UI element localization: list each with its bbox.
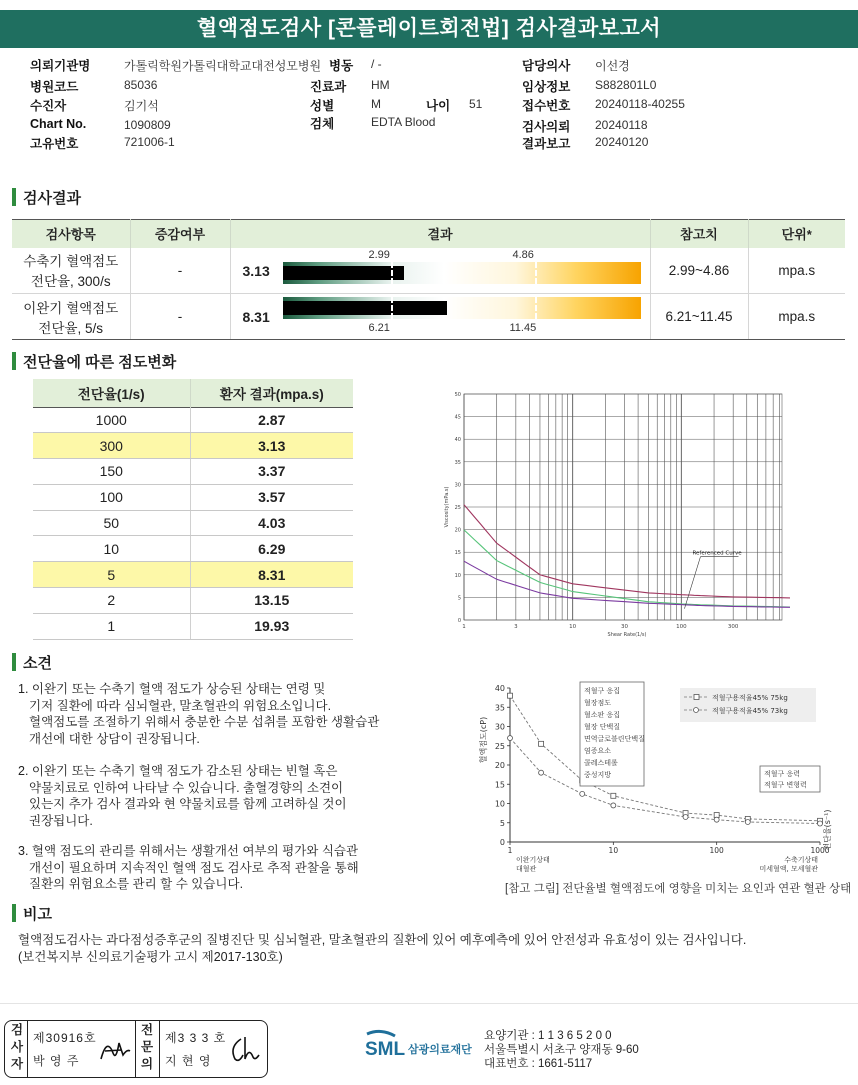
y-tick-label: 20 (454, 527, 461, 534)
x-tick-label: 3 (514, 624, 518, 630)
x-tick-label: 30 (621, 624, 629, 630)
figure-point (611, 793, 616, 798)
shear-table (33, 379, 353, 640)
finding-line: 개선이 필요하며 지속적인 혈액 점도 검사로 추적 관찰을 통해 (29, 860, 359, 875)
info-label: 진료과 (310, 80, 347, 94)
remark-line: (보건복지부 신의료기술평가 고시 제2017-130호) (18, 950, 283, 964)
factor-label: 혈소판 응집 (584, 711, 621, 719)
info-value: 20240120 (595, 135, 649, 149)
y-tick-label: 10 (494, 799, 505, 809)
remarks-heading-text: 비고 (23, 905, 52, 923)
shear-rate-cell: 10 (33, 536, 190, 562)
x-annotation: 수축기상태 (784, 856, 818, 864)
finding-line: 질환의 위험요소를 관리 할 수 있습니다. (29, 877, 244, 891)
info-value: 20240118 (595, 118, 648, 132)
test-item-line: 수축기 혈액점도 (23, 254, 119, 270)
x-annotation: 미세혈액, 모세혈관 (759, 865, 818, 873)
deformation-label: 적혈구 변형력 (764, 781, 807, 789)
shear-rate-cell: 1 (33, 613, 190, 639)
referenced-curve-label: Referenced Curve (692, 550, 742, 557)
info-value: 김기석 (124, 99, 159, 113)
info-label: 수진자 (30, 99, 67, 113)
finding-1 (18, 681, 379, 747)
info-value: EDTA Blood (371, 115, 436, 129)
y-tick-label: 0 (499, 838, 505, 847)
info-label: Chart No. (30, 117, 87, 131)
factor-label: 혈장점도 (584, 699, 612, 707)
finding-line: 혈액점도를 조절하기 위해서 충분한 수분 섭취를 포함한 생활습관 (29, 715, 380, 729)
figure-point (539, 770, 544, 775)
remarks-heading (12, 903, 52, 923)
reviewer-license: 제3 3 3 호 (165, 1031, 227, 1045)
info-value: 1090809 (124, 118, 171, 132)
shear-rate-cell: 300 (33, 433, 190, 459)
finding-line: 개선에 대한 상담이 권장됩니다. (29, 731, 200, 746)
result-gauge (283, 262, 641, 284)
y-tick-label: 20 (494, 761, 505, 770)
change-cell: - (130, 248, 230, 294)
finding-line: 2. 이완기 또는 수축기 혈액 점도가 감소된 상태는 빈혈 혹은 (18, 764, 338, 778)
sml-logo (363, 1030, 483, 1064)
x-tick-label: 10 (569, 624, 577, 630)
results-header-item: 검사항목 (12, 220, 130, 248)
factor-label: 콜레스테롤 (584, 759, 618, 767)
y-axis-label: Viscosity(mPa.s) (444, 486, 450, 528)
info-label: 고유번호 (30, 137, 79, 151)
figure-point (714, 817, 719, 822)
examiner-label: 검 사 자 (10, 1023, 24, 1071)
y-tick-label: 0 (457, 618, 461, 624)
info-label: 검체 (310, 117, 335, 131)
shear-rate-cell: 100 (33, 484, 190, 510)
examiner-signature-image (97, 1031, 133, 1067)
table-row (12, 248, 845, 294)
examiner-license: 제30916호 (33, 1031, 97, 1045)
y-tick-label: 25 (494, 741, 505, 751)
ref-high-tick: 11.45 (509, 322, 537, 334)
legend-marker (694, 695, 699, 700)
patient-result-cell: 3.57 (190, 484, 353, 510)
x-annotation: 대혈관 (516, 865, 537, 873)
contact-info (484, 1029, 639, 1071)
figure-point (683, 814, 688, 819)
factor-label: 염증요소 (584, 747, 612, 755)
info-label: 임상정보 (522, 80, 571, 94)
finding-line: 기저 질환에 따라 심뇌혈관, 말초혈관의 위험요소입니다. (29, 698, 332, 713)
finding-line: 있는지 추가 검사 결과와 현 약물치료를 함께 고려하실 것이 (29, 797, 347, 811)
ref-low-marker (391, 297, 393, 319)
findings-heading (12, 652, 52, 672)
x-tick-label: 100 (709, 846, 724, 855)
y-tick-label: 35 (454, 459, 461, 466)
figure-point (508, 736, 513, 741)
info-label: 병동 (329, 59, 354, 73)
results-heading (12, 187, 81, 207)
info-label: 담당의사 (522, 59, 571, 73)
patient-result-cell: 19.93 (190, 613, 353, 639)
legend-label: 적혈구용적율45% 73kg (712, 707, 788, 715)
info-label: 결과보고 (522, 137, 571, 151)
report-title: 혈액점도검사 [콘플레이트회전법] 검사결과보고서 (0, 10, 858, 48)
figure-point (580, 791, 585, 796)
test-item (12, 294, 130, 340)
results-header-change: 증감여부 (130, 220, 230, 248)
ref-high-tick: 4.86 (512, 248, 534, 261)
ref-low-tick: 2.99 (368, 248, 390, 261)
results-heading-text: 검사결과 (23, 189, 81, 207)
table-row (33, 510, 353, 536)
figure-point (745, 819, 750, 824)
test-item-line: 전단율, 5/s (38, 320, 104, 336)
patient-result-cell: 13.15 (190, 588, 353, 614)
info-value: M (371, 97, 381, 111)
examiner-name: 박 영 주 (33, 1054, 80, 1068)
x-tick-label: 1 (507, 846, 513, 855)
patient-result-cell: 3.37 (190, 459, 353, 485)
factor-label: 적혈구 응집 (584, 687, 621, 695)
ref-low-tick: 6.21 (368, 322, 390, 334)
legend-marker (694, 708, 699, 713)
info-value: 721006-1 (124, 135, 175, 149)
result-cell (230, 248, 650, 294)
info-value: HM (371, 78, 390, 92)
figure-point (611, 803, 616, 808)
info-label: 병원코드 (30, 80, 79, 94)
reviewer-name: 지 현 영 (165, 1054, 212, 1068)
patient-info (0, 52, 858, 162)
results-header-unit: 단위* (748, 220, 845, 248)
x-tick-label: 100 (676, 624, 687, 630)
result-gauge-fill (283, 301, 448, 315)
figure-caption: [참고 그림] 전단율별 혈액점도에 영향을 미치는 요인과 연관 혈관 상태 (505, 883, 852, 895)
ref-high-marker (535, 262, 537, 284)
results-table (12, 219, 845, 340)
shear-rate-cell: 150 (33, 459, 190, 485)
reference-cell: 6.21~11.45 (650, 294, 748, 340)
shear-heading-text: 전단율에 따른 점도변화 (23, 353, 177, 371)
y-tick-label: 30 (454, 482, 461, 489)
y-tick-label: 15 (494, 780, 505, 790)
section-marker (12, 904, 16, 922)
y-tick-label: 5 (499, 818, 505, 828)
finding-line: 3. 혈액 점도의 관리를 위해서는 생활개선 여부의 평가와 식습관 (18, 844, 359, 858)
patient-result-cell: 6.29 (190, 536, 353, 562)
test-item-line: 전단율, 300/s (30, 274, 111, 290)
result-value: 8.31 (242, 309, 270, 325)
legend-label: 적혈구용적율45% 75kg (712, 694, 788, 702)
results-header-result: 결과 (230, 220, 650, 248)
reference-figure-chart (480, 680, 835, 880)
x-tick-label: 1000 (810, 846, 830, 855)
unit-cell: mpa.s (748, 248, 845, 294)
signature-box (4, 1020, 268, 1078)
info-label: 의뢰기관명 (30, 59, 91, 73)
patient-result-cell: 2.87 (190, 407, 353, 433)
shear-header-rate: 전단율(1/s) (33, 379, 190, 407)
info-value: 85036 (124, 78, 158, 92)
shear-rate-cell: 50 (33, 510, 190, 536)
x-tick-label: 300 (727, 624, 739, 630)
info-value: 20240118-40255 (595, 97, 685, 111)
y-tick-label: 5 (457, 595, 461, 602)
figure-point (818, 821, 823, 826)
y-tick-label: 50 (454, 392, 461, 398)
factor-label: 면역글로블린단백질 (584, 735, 645, 743)
footer-divider (0, 1003, 858, 1004)
info-value: 가톨릭학원가톨릭대학교대전성모병원 (124, 59, 322, 73)
divider (135, 1021, 136, 1077)
results-header-reference: 참고치 (650, 220, 748, 248)
reviewer-label: 전 문 의 (140, 1023, 154, 1071)
info-value: 51 (469, 97, 483, 111)
y-axis-label-left: 혈액점도(cP) (479, 716, 488, 764)
divider (159, 1021, 160, 1077)
factor-label: 혈장 단백질 (584, 723, 621, 731)
x-tick-label: 10 (608, 846, 619, 855)
x-tick-label: 1 (462, 624, 466, 630)
table-row (33, 562, 353, 588)
finding-line: 권장됩니다. (29, 813, 93, 828)
deformation-label: 적혈구 응력 (764, 770, 801, 778)
table-row (33, 407, 353, 433)
x-annotation: 이완기상태 (516, 856, 550, 864)
patient-result-cell: 8.31 (190, 562, 353, 588)
info-value: 이선경 (595, 59, 630, 73)
ref-low-marker (391, 262, 393, 284)
change-cell: - (130, 294, 230, 340)
patient-result-cell: 4.03 (190, 510, 353, 536)
info-value: S882801L0 (595, 78, 657, 92)
finding-line: 약물치료로 인하여 나타날 수 있습니다. 출혈경향의 소견이 (29, 780, 344, 795)
logo-text: SML (365, 1039, 406, 1060)
table-row (33, 613, 353, 639)
table-row (33, 459, 353, 485)
contact-phone: 대표번호 : 1661-5117 (484, 1058, 593, 1070)
patient-result-cell: 3.13 (190, 433, 353, 459)
shear-rate-cell: 5 (33, 562, 190, 588)
logo-org-name: 삼광의료재단 (408, 1043, 472, 1056)
y-tick-label: 35 (494, 703, 505, 713)
contact-address: 서울특별시 서초구 양재동 9-60 (484, 1044, 639, 1056)
finding-3 (18, 843, 359, 893)
viscosity-curve-chart (440, 388, 785, 638)
factor-label: 중성지방 (584, 771, 612, 779)
divider (27, 1021, 28, 1077)
finding-line: 1. 이완기 또는 수축기 혈액 점도가 상승된 상태는 연령 및 (18, 682, 326, 696)
test-item-line: 이완기 혈액점도 (23, 300, 119, 316)
reviewer-signature-image (227, 1033, 263, 1067)
table-row (12, 294, 845, 340)
finding-2 (18, 763, 347, 829)
y-tick-label: 40 (454, 437, 461, 444)
table-row (33, 484, 353, 510)
figure-point (539, 741, 544, 746)
table-row (33, 536, 353, 562)
section-marker (12, 188, 16, 206)
table-row (33, 588, 353, 614)
result-gauge-fill (283, 266, 405, 280)
section-marker (12, 653, 16, 671)
x-axis-label: Shear Rate(1/s) (607, 632, 647, 638)
unit-cell: mpa.s (748, 294, 845, 340)
result-cell (230, 294, 650, 340)
shear-header-result: 환자 결과(mpa.s) (190, 379, 353, 407)
findings-heading-text: 소견 (23, 654, 52, 672)
shear-rate-cell: 2 (33, 588, 190, 614)
result-value: 3.13 (242, 262, 270, 279)
reference-cell: 2.99~4.86 (650, 248, 748, 294)
y-tick-label: 40 (494, 684, 505, 693)
contact-code: 요양기관 : 1 1 3 6 5 2 0 0 (484, 1030, 612, 1042)
info-label: 나이 (426, 99, 451, 113)
figure-point (508, 693, 513, 698)
result-gauge (283, 297, 641, 319)
test-item (12, 248, 130, 294)
remarks-text (18, 932, 746, 966)
y-tick-label: 15 (454, 550, 461, 557)
info-label: 접수번호 (522, 99, 571, 113)
info-label: 검사의뢰 (522, 120, 571, 134)
y-tick-label: 30 (494, 722, 505, 732)
shear-rate-cell: 1000 (33, 407, 190, 433)
shear-heading (12, 351, 176, 371)
y-tick-label: 25 (454, 505, 461, 511)
table-row (33, 433, 353, 459)
info-value: / - (371, 57, 382, 71)
ref-high-marker (535, 297, 537, 319)
y-axis-label-right: 전단율(s⁻¹) (823, 809, 832, 851)
info-label: 성별 (310, 99, 335, 113)
y-tick-label: 10 (454, 572, 461, 579)
y-tick-label: 45 (454, 414, 461, 421)
remark-line: 혈액점도검사는 과다점성증후군의 질병진단 및 심뇌혈관, 말초혈관의 질환에 있어 예후예측에 있어 안전성과 유효성이 있는 검사입니다. (18, 933, 747, 947)
section-marker (12, 352, 16, 370)
